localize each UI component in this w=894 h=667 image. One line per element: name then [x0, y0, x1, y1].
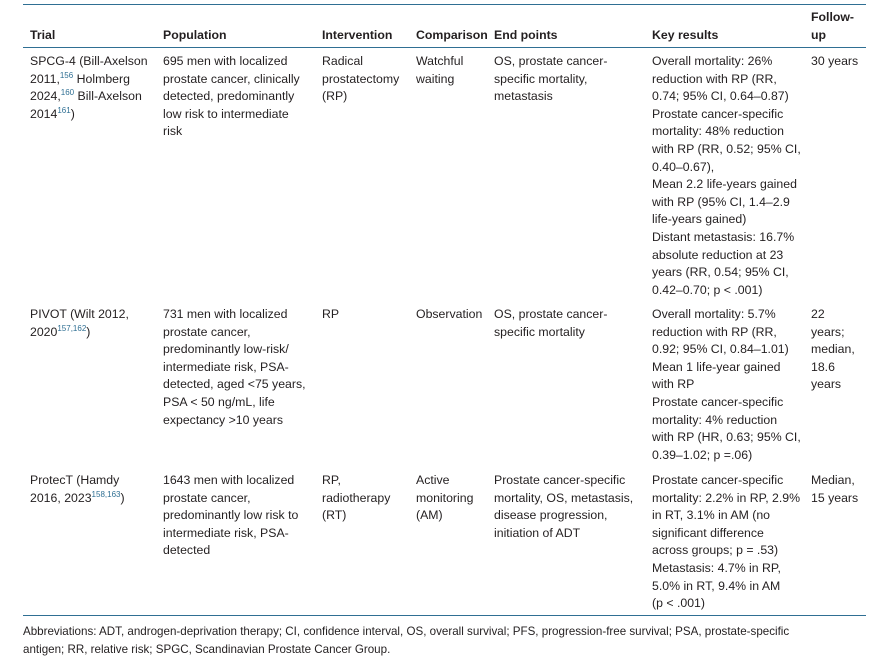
citation-ref[interactable]: 160 [60, 88, 75, 98]
header-comparison: Comparison [416, 28, 488, 42]
header-key-results: Key results [652, 28, 719, 42]
row-3-intervention: RP, radiotherapy (RT) [322, 473, 391, 523]
row-2-comparison: Observation [416, 307, 483, 321]
row-3-end-points: Prostate cancer-specific mortality, OS, metastasis, disease progression, initiation of ADT [494, 473, 634, 540]
row-1-trial-line4: 2014$^{161}$) [30, 105, 75, 121]
row-3-trial-line1: ProtecT (Hamdy [30, 473, 120, 487]
header-follow-up-line1: Follow- [811, 10, 855, 24]
row-3-population: 1643 men with localized prostate cancer, predominantly low risk to intermediate risk, PSA- detected [163, 473, 299, 558]
footnote-line1: Abbreviations: ADT, androgen-deprivation therapy; CI, confidence interval, OS, overall survival; PFS, progression-free survival; PSA, prostate-specific [23, 625, 790, 638]
row-1-follow-up: 30 years [811, 54, 859, 68]
row-2-follow-up: 22 years; median, 18.6 years [811, 307, 855, 392]
row-1-end-points: OS, prostate cancer- specific mortality, metastasis [494, 54, 608, 104]
citation-ref[interactable]: 161 [57, 105, 71, 115]
table-top-rule [23, 4, 866, 5]
table-footnote [23, 623, 873, 659]
row-3-comparison: Active monitoring (AM) [416, 473, 474, 523]
row-1-trial [30, 53, 148, 123]
row-2-key-results: Overall mortality: 5.7% reduction with RP (RR, 0.92; 95% CI, 0.84–1.01) Mean 1 life-year gained with RP Prostate cancer-specific mortality: 4% reduction with RP (HR, 0.63; 95% CI, 0.39–1.02; p =.06) [652, 307, 801, 462]
row-3-key-results: Prostate cancer-specific mortality: 2.2% in RP, 2.9% in RT, 3.1% in AM (no significant difference across groups; p = .53) Metastasis: 4.7% in RP, 5.0% in RT, 9.4% in AM (p < .001) [652, 473, 801, 611]
row-2-population: 731 men with localized prostate cancer, predominantly low-risk/ intermediate risk, PSA- detected, aged <75 years, PSA < 50 ng/mL, life expectancy >10 years [163, 307, 306, 427]
citation-ref[interactable]: 158,163 [91, 489, 121, 499]
row-3-trial-line2: 2016, 2023$^{158,163}$) [30, 489, 125, 505]
citation-ref[interactable]: 157,162 [57, 323, 87, 333]
header-intervention: Intervention [322, 28, 393, 42]
row-1-intervention: Radical prostatectomy (RP) [322, 54, 400, 104]
header-follow-up-line2: up [811, 27, 827, 42]
header-population: Population [163, 28, 227, 42]
row-1-population: 695 men with localized prostate cancer, clinically detected, predominantly low risk to intermediate risk [163, 54, 300, 139]
row-2-trial [30, 306, 129, 341]
table-header-rule [23, 47, 866, 48]
row-1-trial-line3: 2024,$^{160}$ Bill-Axelson [30, 88, 142, 104]
row-1-trial-line1: SPCG-4 (Bill-Axelson [30, 54, 148, 68]
footnote-line2: antigen; RR, relative risk; SPGC, Scandinavian Prostate Cancer Group. [23, 643, 391, 656]
header-end-points: End points [494, 28, 558, 42]
table-bottom-rule [23, 615, 866, 616]
row-1-comparison: Watchful waiting [416, 54, 464, 86]
row-1-key-results: Overall mortality: 26% reduction with RP (RR, 0.74; 95% CI, 0.64–0.87) Prostate cancer-specific mortality: 48% reduction with RP (RR, 0.52; 95% CI, 0.40–0.67), Mean 2.2 life-years gained with RP (95% CI, 1.4–2.9 life-years gained) Distant metastasis: 16.7% absolute reduction at 23 years (RR, 0.54; 95% CI, 0.42–0.70; p < .001) [652, 54, 801, 297]
citation-ref[interactable]: 156 [59, 70, 74, 80]
header-follow-up [811, 9, 854, 44]
row-3-trial [30, 472, 125, 507]
row-2-trial-line2: 2020$^{157,162}$) [30, 323, 91, 339]
row-3-follow-up: Median, 15 years [811, 473, 859, 505]
header-trial: Trial [30, 28, 56, 42]
row-2-end-points: OS, prostate cancer- specific mortality [494, 307, 608, 339]
row-1-trial-line2: 2011,$^{156}$ Holmberg [30, 70, 130, 86]
row-2-intervention: RP [322, 307, 340, 321]
row-2-trial-line1: PIVOT (Wilt 2012, [30, 307, 129, 321]
